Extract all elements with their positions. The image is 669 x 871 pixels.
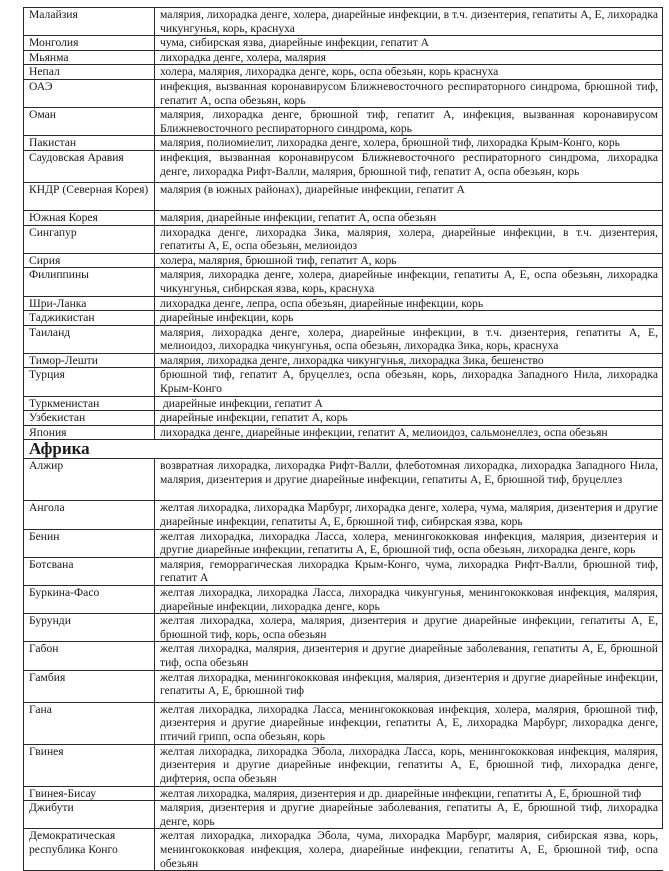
table-row — [24, 411, 663, 426]
country-cell: Турция — [24, 368, 155, 396]
country-cell: Шри-Ланка — [24, 296, 155, 311]
diseases-cell: малярия, лихорадка денге, холера, диарейные инфекции, гепатиты А, Е, оспа обезьян, лихорадка чикунгунья, сибирская язва, корь, краснуха — [155, 268, 663, 296]
country-cell: Мьянма — [24, 50, 155, 65]
table-row — [24, 786, 663, 801]
diseases-cell: желтая лихорадка, лихорадка Ласса, менингококковая инфекция, холера, малярия, брюшной тиф, дизентерия и другие диарейные инфекции, гепатиты А, Е, лихорадка Марбург, лихорадка денге, птичий грипп, оспа обезьян, корь — [155, 702, 663, 744]
country-cell: Бурунди — [24, 614, 155, 642]
table-row — [24, 829, 663, 871]
table-row — [24, 425, 663, 440]
table-row — [24, 79, 663, 107]
country-cell: Джибути — [24, 801, 155, 829]
country-cell: Сингапур — [24, 225, 155, 253]
table-row — [24, 182, 663, 210]
diseases-cell: желтая лихорадка, малярия, дизентерия и другие диарейные заболевания, гепатиты А, Е, брюшной тиф, оспа обезьян — [155, 642, 663, 670]
table-row — [24, 253, 663, 268]
table-row — [24, 501, 663, 529]
diseases-cell: диарейные инфекции, гепатит А — [155, 396, 663, 411]
diseases-cell: желтая лихорадка, лихорадка Марбург, лихорадка денге, холера, чума, малярия, дизентерия и другие диарейные инфекции, гепатиты А, Е, брюшной тиф, сибирская язва, корь — [155, 501, 663, 529]
country-cell: Таджикистан — [24, 311, 155, 326]
diseases-cell: лихорадка денге, холера, малярия — [155, 50, 663, 65]
region-heading-row — [24, 440, 663, 459]
table-row — [24, 529, 663, 557]
table-row — [24, 702, 663, 744]
country-cell: Алжир — [24, 459, 155, 501]
country-cell: Пакистан — [24, 136, 155, 151]
table-row — [24, 325, 663, 353]
diseases-cell: желтая лихорадка, лихорадка Ласса, лихорадка чикунгунья, менингококковая инфекция, малярия, диарейные инфекции, лихорадка денге, корь — [155, 586, 663, 614]
table-row — [24, 311, 663, 326]
table-row — [24, 296, 663, 311]
diseases-cell: малярия, лихорадка денге, брюшной тиф, гепатит А, инфекция, вызванная коронавирусом Ближневосточного респираторного синдрома, корь — [155, 108, 663, 136]
country-cell: Сирия — [24, 253, 155, 268]
diseases-cell: малярия, лихорадка денге, холера, диарейные инфекции, в т.ч. дизентерия, гепатиты А, Е, лихорадка чикунгунья, корь, краснуха — [155, 8, 663, 36]
table-row — [24, 368, 663, 396]
table-row — [24, 586, 663, 614]
table-row — [24, 65, 663, 80]
country-cell: Монголия — [24, 36, 155, 51]
table-row — [24, 8, 663, 36]
country-cell: Гвинея — [24, 744, 155, 786]
diseases-cell: холера, малярия, брюшной тиф, гепатит А, корь — [155, 253, 663, 268]
diseases-cell: желтая лихорадка, лихорадка Эбола, лихорадка Ласса, корь, менингококковая инфекция, малярия, дизентерия и другие диарейные инфекции, гепатиты А, Е, брюшной тиф, лихорадка денге, дифтерия, оспа обезьян — [155, 744, 663, 786]
diseases-cell: малярия, полиомиелит, лихорадка денге, холера, брюшной тиф, лихорадка Крым-Конго, корь — [155, 136, 663, 151]
table-row — [24, 396, 663, 411]
country-cell: Япония — [24, 425, 155, 440]
diseases-cell: желтая лихорадка, холера, малярия, дизентерия и другие диарейные инфекции, гепатиты А, Е, брюшной тиф, корь, оспа обезьян — [155, 614, 663, 642]
diseases-cell: малярия, лихорадка денге, лихорадка чикунгунья, лихорадка Зика, бешенство — [155, 353, 663, 368]
table-row — [24, 225, 663, 253]
diseases-cell: чума, сибирская язва, диарейные инфекции, гепатит А — [155, 36, 663, 51]
table-row — [24, 744, 663, 786]
table-row — [24, 150, 663, 182]
diseases-cell: малярия, геморрагическая лихорадка Крым-Конго, чума, лихорадка Рифт-Валли, брюшной тиф, гепатит А — [155, 557, 663, 585]
country-cell: Демократическая республика Конго — [24, 829, 155, 871]
diseases-cell: желтая лихорадка, лихорадка Ласса, холера, менингококковая инфекция, малярия, дизентерия и другие диарейные инфекции, гепатиты А, Е, брюшной тиф, оспа обезьян, лихорадка денге, корь — [155, 529, 663, 557]
table-row — [24, 353, 663, 368]
country-cell: Филиппины — [24, 268, 155, 296]
country-cell: Гамбия — [24, 670, 155, 702]
diseases-cell: лихорадка денге, диарейные инфекции, гепатит А, мелиоидоз, сальмонеллез, оспа обезьян — [155, 425, 663, 440]
diseases-cell: малярия, диарейные инфекции, гепатит А, оспа обезьян — [155, 210, 663, 225]
table-row — [24, 801, 663, 829]
table-row — [24, 614, 663, 642]
table-row — [24, 136, 663, 151]
country-cell: КНДР (Северная Корея) — [24, 182, 155, 210]
diseases-cell: диарейные инфекции, корь — [155, 311, 663, 326]
table-row — [24, 36, 663, 51]
country-cell: Узбекистан — [24, 411, 155, 426]
table-row — [24, 50, 663, 65]
country-cell: Оман — [24, 108, 155, 136]
table-row — [24, 268, 663, 296]
country-cell: Туркменистан — [24, 396, 155, 411]
diseases-cell: малярия, лихорадка денге, холера, диарейные инфекции, в т.ч. дизентерия, гепатиты А, Е, мелиоидоз, лихорадка чикунгунья, оспа обезьян, лихорадка Зика, корь, краснуха — [155, 325, 663, 353]
country-cell: Саудовская Аравия — [24, 150, 155, 182]
table-row — [24, 459, 663, 501]
country-cell: Малайзия — [24, 8, 155, 36]
country-cell: Буркина-Фасо — [24, 586, 155, 614]
country-cell: Южная Корея — [24, 210, 155, 225]
country-cell: Бенин — [24, 529, 155, 557]
diseases-cell: возвратная лихорадка, лихорадка Рифт-Валли, флеботомная лихорадка, лихорадка Западного Нила, малярия, дизентерия и другие диарейные инфекции, гепатиты А, Е, брюшной тиф, бруцеллез — [155, 459, 663, 501]
country-cell: Гвинея-Бисау — [24, 786, 155, 801]
table-row — [24, 210, 663, 225]
diseases-cell: диарейные инфекции, гепатит А, корь — [155, 411, 663, 426]
table-row — [24, 557, 663, 585]
diseases-cell: желтая лихорадка, менингококковая инфекция, малярия, дизентерия и другие диарейные инфекции, гепатиты А, Е, брюшной тиф — [155, 670, 663, 702]
region-heading-africa: Африка — [24, 440, 663, 459]
diseases-cell: инфекция, вызванная коронавирусом Ближневосточного респираторного синдрома, брюшной тиф, гепатит А, оспа обезьян, корь — [155, 79, 663, 107]
country-disease-table — [23, 7, 663, 871]
country-cell: Габон — [24, 642, 155, 670]
diseases-cell: малярия, дизентерия и другие диарейные заболевания, гепатиты А, Е, брюшной тиф, лихорадка денге, корь — [155, 801, 663, 829]
diseases-cell: лихорадка денге, лепра, оспа обезьян, диарейные инфекции, корь — [155, 296, 663, 311]
country-cell: Гана — [24, 702, 155, 744]
diseases-cell: лихорадка денге, лихорадка Зика, малярия, холера, диарейные инфекции, в т.ч. дизентерия, гепатиты А, Е, оспа обезьян, мелиоидоз — [155, 225, 663, 253]
country-cell: Тимор-Лешти — [24, 353, 155, 368]
diseases-cell: малярия (в южных районах), диарейные инфекции, гепатит А — [155, 182, 663, 210]
diseases-cell: брюшной тиф, гепатит А, бруцеллез, оспа обезьян, корь, лихорадка Западного Нила, лихорадка Крым-Конго — [155, 368, 663, 396]
diseases-cell: желтая лихорадка, лихорадка Эбола, чума, лихорадка Марбург, малярия, сибирская язва, корь, менингококковая инфекция, холера, диарейные инфекции, гепатиты А, Е, брюшной тиф, оспа обезьян — [155, 829, 663, 871]
document-page — [23, 7, 663, 871]
table-row — [24, 642, 663, 670]
country-cell: Ангола — [24, 501, 155, 529]
country-cell: Ботсвана — [24, 557, 155, 585]
diseases-cell: желтая лихорадка, малярия, дизентерия и др. диарейные инфекции, гепатиты А, Е, брюшной тиф — [155, 786, 663, 801]
diseases-cell: холера, малярия, лихорадка денге, корь, оспа обезьян, корь краснуха — [155, 65, 663, 80]
table-row — [24, 670, 663, 702]
country-cell: Непал — [24, 65, 155, 80]
country-cell: Таиланд — [24, 325, 155, 353]
country-cell: ОАЭ — [24, 79, 155, 107]
table-row — [24, 108, 663, 136]
diseases-cell: инфекция, вызванная коронавирусом Ближневосточного респираторного синдрома, лихорадка денге, лихорадка Рифт-Валли, малярия, брюшной тиф, гепатит А, оспа обезьян, корь — [155, 150, 663, 182]
